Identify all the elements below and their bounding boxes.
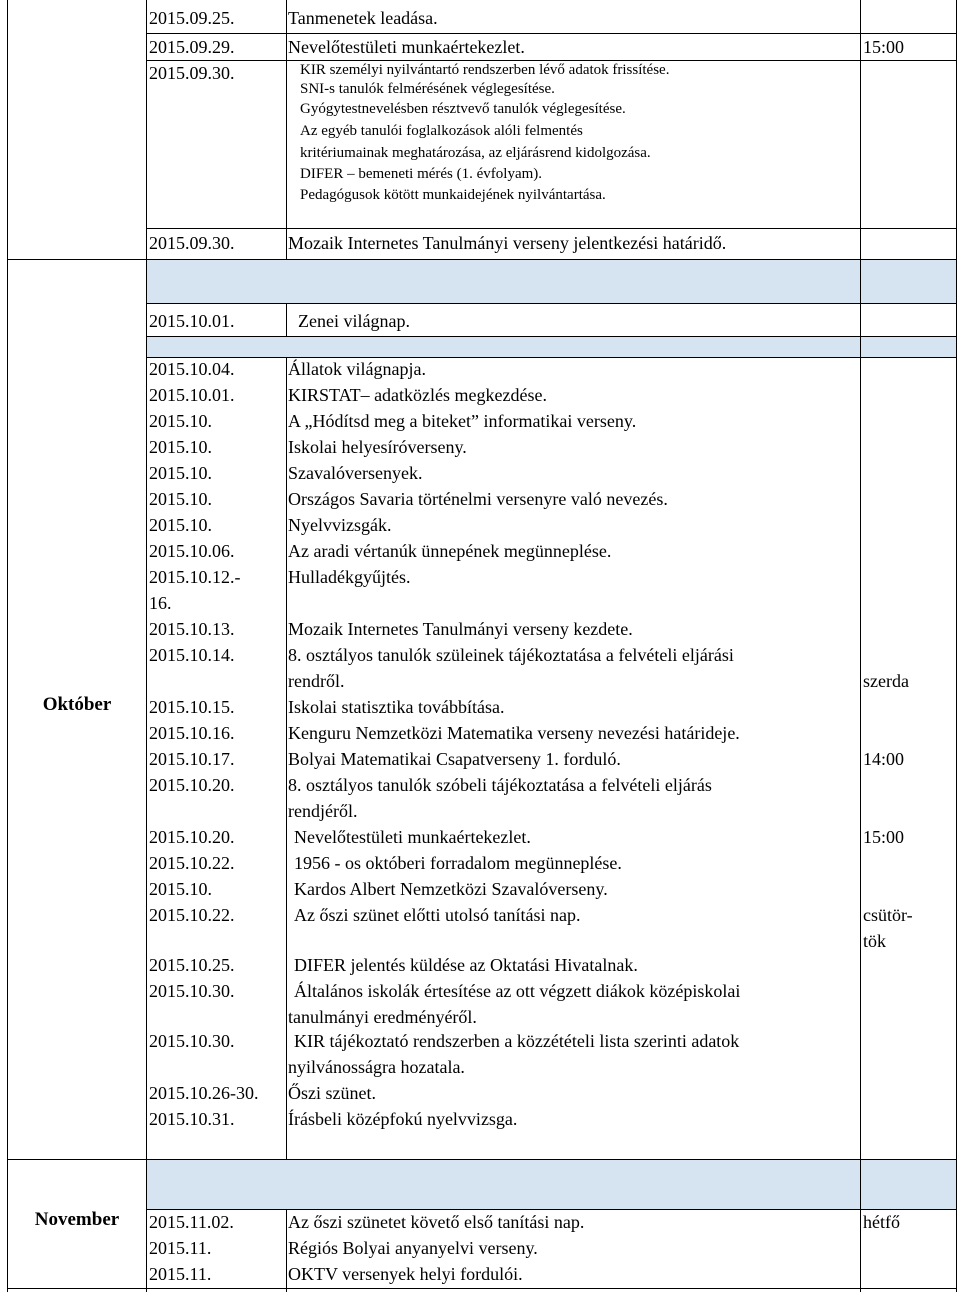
row-date: 2015.10.26-30.	[149, 1083, 259, 1103]
row-text: Hulladékgyűjtés.	[288, 567, 411, 587]
row-date: 2015.10.06.	[149, 541, 235, 561]
row-date: 2015.10.01.	[149, 385, 235, 405]
row-date-cont: 16.	[149, 593, 172, 613]
row-text: Szavalóversenyek.	[288, 463, 423, 483]
row-line	[7, 1159, 957, 1160]
row-text: OKTV versenyek helyi fordulói.	[288, 1264, 523, 1284]
row-text: Nyelvvizsgák.	[288, 515, 392, 535]
row-text: Iskolai statisztika továbbítása.	[288, 697, 505, 717]
row-date: 2015.10.	[149, 879, 212, 899]
row-date: 2015.10.14.	[149, 645, 235, 665]
row-date: 2015.09.29.	[149, 37, 235, 57]
row-date: 2015.10.	[149, 515, 212, 535]
separator-band	[146, 336, 957, 357]
row-date: 2015.10.16.	[149, 723, 235, 743]
row-text: Bolyai Matematikai Csapatverseny 1. forduló.	[288, 749, 621, 769]
row-date: 2015.09.30.	[149, 63, 235, 83]
row-date: 2015.10.25.	[149, 955, 235, 975]
row-date: 2015.10.30.	[149, 981, 235, 1001]
row-text: 8. osztályos tanulók szüleinek tájékoztatása a felvételi eljárási	[288, 645, 734, 665]
row-date: 2015.10.31.	[149, 1109, 235, 1129]
row-text: Nevelőtestületi munkaértekezlet.	[288, 37, 525, 57]
month-label-oktober: Október	[42, 694, 112, 715]
row-text: Régiós Bolyai anyanyelvi verseny.	[288, 1238, 538, 1258]
row-date: 2015.09.25.	[149, 8, 235, 28]
row-text: Zenei világnap.	[298, 311, 410, 331]
row-date: 2015.10.20.	[149, 775, 235, 795]
table-border-left	[7, 0, 8, 1292]
month-label-november: November	[34, 1209, 120, 1230]
row-text-cont: rendről.	[288, 671, 345, 691]
row-text: DIFER – bemeneti mérés (1. évfolyam).	[300, 166, 543, 182]
row-text: Az aradi vértanúk ünnepének megünneplése.	[288, 541, 612, 561]
row-text: Nevelőtestületi munkaértekezlet.	[294, 827, 531, 847]
row-date: 2015.10.17.	[149, 749, 235, 769]
row-extra: csütör-	[863, 905, 913, 925]
row-text: Pedagógusok kötött munkaidejének nyilvántartása.	[300, 187, 606, 203]
row-date: 2015.10.	[149, 437, 212, 457]
row-extra: szerda	[863, 671, 909, 691]
table-border-right	[956, 0, 957, 1292]
row-date: 2015.10.22.	[149, 905, 235, 925]
separator-band	[146, 259, 957, 303]
row-text: kritériumainak meghatározása, az eljárásrend kidolgozása.	[300, 145, 651, 161]
row-text: Gyógytestnevelésben résztvevő tanulók véglegesítése.	[300, 101, 626, 117]
row-date: 2015.11.	[149, 1238, 212, 1258]
row-text-cont: nyilvánosságra hozatala.	[288, 1057, 465, 1077]
row-line	[146, 303, 957, 304]
row-text: 1956 - os októberi forradalom megünneplése.	[294, 853, 622, 873]
column-divider	[860, 0, 861, 1292]
row-line	[146, 357, 957, 358]
column-divider	[286, 0, 287, 259]
row-text: Az őszi szünet előtti utolsó tanítási nap.	[294, 905, 581, 925]
row-text: KIR tájékoztató rendszerben a közzétételi lista szerinti adatok	[294, 1031, 740, 1051]
column-divider	[286, 1209, 287, 1292]
row-date: 2015.10.15.	[149, 697, 235, 717]
row-text: Írásbeli középfokú nyelvvizsga.	[288, 1109, 518, 1129]
table-border-bottom	[7, 1288, 957, 1289]
row-text: 8. osztályos tanulók szóbeli tájékoztatása a felvételi eljárás	[288, 775, 712, 795]
row-text: Az őszi szünetet követő első tanítási nap.	[288, 1212, 585, 1232]
row-date: 2015.10.04.	[149, 359, 235, 379]
row-text: Kenguru Nemzetközi Matematika verseny nevezési határideje.	[288, 723, 740, 743]
row-text-cont: rendjéről.	[288, 801, 358, 821]
column-divider	[146, 0, 147, 1292]
column-divider	[286, 303, 287, 336]
row-date: 2015.10.	[149, 463, 212, 483]
row-line	[146, 33, 957, 34]
row-date: 2015.09.30.	[149, 233, 235, 253]
row-text: Iskolai helyesíróverseny.	[288, 437, 467, 457]
row-text: Országos Savaria történelmi versenyre való nevezés.	[288, 489, 668, 509]
row-extra-cont: tök	[863, 931, 887, 951]
row-date: 2015.10.22.	[149, 853, 235, 873]
row-date: 2015.10.30.	[149, 1031, 235, 1051]
row-date: 2015.10.20.	[149, 827, 235, 847]
row-date: 2015.10.	[149, 489, 212, 509]
row-extra: hétfő	[863, 1212, 900, 1232]
row-text: Állatok világnapja.	[288, 359, 426, 379]
row-text-cont: tanulmányi eredményéről.	[288, 1007, 477, 1027]
row-text: KIRSTAT– adatközlés megkezdése.	[288, 385, 547, 405]
row-date: 2015.10.12.-	[149, 567, 241, 587]
row-extra: 15:00	[863, 37, 905, 57]
row-date: 2015.10.01.	[149, 311, 235, 331]
row-text: A „Hódítsd meg a biteket” informatikai verseny.	[288, 411, 637, 431]
row-text: Őszi szünet.	[288, 1083, 376, 1103]
row-text: DIFER jelentés küldése az Oktatási Hivatalnak.	[294, 955, 638, 975]
row-extra: 15:00	[863, 827, 905, 847]
separator-band	[146, 1159, 957, 1209]
row-line	[146, 336, 957, 337]
row-text: Tanmenetek leadása.	[288, 8, 438, 28]
row-text: Általános iskolák értesítése az ott végzett diákok középiskolai	[294, 981, 741, 1001]
row-text: SNI-s tanulók felmérésének véglegesítése.	[300, 81, 555, 97]
row-text: KIR személyi nyilvántartó rendszerben lévő adatok frissítése.	[300, 62, 670, 78]
row-date: 2015.10.	[149, 411, 212, 431]
row-text: Az egyéb tanulói foglalkozások alóli felmentés	[300, 123, 583, 139]
row-line	[146, 228, 957, 229]
row-extra: 14:00	[863, 749, 905, 769]
row-text: Mozaik Internetes Tanulmányi verseny kezdete.	[288, 619, 633, 639]
column-divider	[286, 357, 287, 1159]
row-text: Mozaik Internetes Tanulmányi verseny jelentkezési határidő.	[288, 233, 727, 253]
row-date: 2015.11.	[149, 1264, 212, 1284]
row-text: Kardos Albert Nemzetközi Szavalóverseny.	[294, 879, 608, 899]
row-line	[7, 259, 957, 260]
row-date: 2015.10.13.	[149, 619, 235, 639]
row-date: 2015.11.02.	[149, 1212, 234, 1232]
